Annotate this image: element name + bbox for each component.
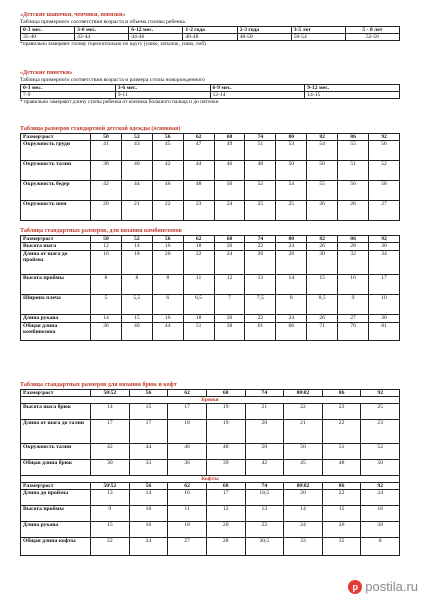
table-row — [21, 490, 400, 506]
value-cell: 51 — [338, 161, 369, 181]
value-cell: 21 — [245, 404, 284, 420]
hats-age-cell: 1-2 года — [183, 27, 237, 34]
value-cell: 33 — [129, 460, 168, 476]
value-cell: 22 — [183, 251, 214, 275]
value-cell: 50 — [361, 460, 400, 476]
value-cell: 12 — [206, 506, 245, 522]
value-cell: 58 — [369, 181, 400, 201]
value-cell: 11 — [183, 275, 214, 295]
header-cell: 74 — [245, 390, 284, 397]
header-cell: 62 — [168, 390, 207, 397]
value-cell: 17 — [369, 275, 400, 295]
value-cell: 30,5 — [245, 538, 284, 556]
value-cell: 28 — [361, 522, 400, 538]
value-cell: 14 — [129, 490, 168, 506]
header-cell: 80\82 — [284, 483, 323, 490]
value-cell: 36 — [168, 460, 207, 476]
value-cell: 13 — [245, 506, 284, 522]
table-row — [21, 243, 400, 251]
value-cell: 18 — [121, 251, 152, 275]
header-cell: 74 — [245, 236, 276, 243]
value-cell: 52 — [361, 444, 400, 460]
value-cell: 30 — [91, 460, 130, 476]
header-cell: 56 — [152, 134, 183, 141]
table-row — [21, 404, 400, 420]
value-cell: 18 — [168, 420, 207, 444]
value-cell: 46 — [168, 444, 207, 460]
value-cell: 48 — [183, 181, 214, 201]
header-cell: 80 — [276, 236, 307, 243]
hats-size-cell: 42-44 — [75, 34, 129, 41]
booties-age-cell: 0-3 мес. — [21, 85, 116, 92]
value-cell: 16 — [91, 251, 122, 275]
header-cell: 62 — [183, 134, 214, 141]
value-cell: 46 — [152, 181, 183, 201]
pants-table — [20, 389, 400, 556]
value-cell: 17 — [129, 420, 168, 444]
value-cell: 24 — [214, 201, 245, 221]
value-cell: 10 — [369, 295, 400, 315]
value-cell: 24 — [276, 315, 307, 323]
value-cell: 5 — [91, 295, 122, 315]
row-label: Длина от шага до проймы — [21, 251, 91, 275]
row-label: Ширина плеча — [21, 295, 91, 315]
value-cell: 9 — [338, 295, 369, 315]
booties-age-row — [21, 85, 400, 92]
value-cell: 76 — [338, 323, 369, 341]
part-title-row — [21, 476, 400, 483]
hats-age-cell: 5 - 8 лет — [345, 27, 399, 34]
hats-table — [20, 26, 400, 41]
value-cell: 12 — [91, 243, 122, 251]
hats-section — [20, 12, 400, 48]
value-cell: 26 — [307, 243, 338, 251]
booties-size-cell: 12-14 — [210, 92, 305, 99]
header-cell: 86 — [322, 390, 361, 397]
value-cell: 18,5 — [245, 490, 284, 506]
value-cell: 16 — [152, 243, 183, 251]
hats-age-row — [21, 27, 400, 34]
table-row — [21, 275, 400, 295]
value-cell: 22 — [322, 490, 361, 506]
hats-size-cell: 48-50 — [237, 34, 291, 41]
header-row — [21, 236, 400, 243]
value-cell: 6 — [152, 295, 183, 315]
booties-section — [20, 70, 400, 106]
row-label: Длина от шага до талии — [21, 420, 91, 444]
header-cell: 92 — [361, 390, 400, 397]
header-cell: 82 — [307, 236, 338, 243]
value-cell: 22 — [245, 243, 276, 251]
value-cell: 56 — [369, 141, 400, 161]
header-cell: 82 — [307, 134, 338, 141]
value-cell: 42 — [152, 161, 183, 181]
value-cell: 8 — [361, 538, 400, 556]
booties-age-cell: 6-9 мес. — [210, 85, 305, 92]
booties-title: «Детские пинетки» — [20, 70, 73, 76]
value-cell: 20 — [214, 315, 245, 323]
table-row — [21, 141, 400, 161]
value-cell: 17 — [91, 420, 130, 444]
row-label: Высота проймы — [21, 506, 91, 522]
booties-subtitle: Таблица примерного соответствия возраста и размера стопы новорожденного — [20, 77, 206, 83]
value-cell: 5,5 — [121, 295, 152, 315]
booties-size-row — [21, 92, 400, 99]
row-label: Высота проймы — [21, 275, 91, 295]
overalls-section — [20, 228, 400, 341]
part-title-row — [21, 397, 400, 404]
watermark — [348, 579, 418, 594]
value-cell: 7 — [214, 295, 245, 315]
value-cell: 8 — [152, 275, 183, 295]
value-cell: 42 — [245, 460, 284, 476]
header-cell: 62 — [168, 483, 207, 490]
value-cell: 38 — [91, 161, 122, 181]
value-cell: 52 — [245, 181, 276, 201]
value-cell: 17 — [168, 404, 207, 420]
pants-title: Таблица стандартных размеров для вязания брюк и кофт — [20, 382, 177, 388]
header-cell: 56 — [129, 390, 168, 397]
row-label: Окружность талии — [21, 444, 91, 460]
value-cell: 22 — [91, 538, 130, 556]
value-cell: 20 — [91, 201, 122, 221]
value-cell: 33 — [284, 538, 323, 556]
header-cell: 68 — [214, 134, 245, 141]
clothes-table — [20, 133, 400, 221]
part-title: Кофты — [21, 476, 400, 483]
table-row — [21, 315, 400, 323]
row-label: Окружность груди — [21, 141, 91, 161]
value-cell: 44 — [152, 323, 183, 341]
value-cell: 23 — [322, 404, 361, 420]
value-cell: 28 — [276, 251, 307, 275]
value-cell: 32 — [338, 251, 369, 275]
value-cell: 30 — [369, 243, 400, 251]
header-cell: 86 — [338, 236, 369, 243]
value-cell: 55 — [307, 181, 338, 201]
value-cell: 18 — [183, 243, 214, 251]
value-cell: 50 — [307, 161, 338, 181]
value-cell: 17 — [206, 490, 245, 506]
value-cell: 44 — [129, 444, 168, 460]
hats-size-cell: 50-54 — [291, 34, 345, 41]
value-cell: 49 — [214, 141, 245, 161]
header-cell: 50\52 — [91, 483, 130, 490]
value-cell: 22 — [284, 404, 323, 420]
value-cell: 15 — [91, 522, 130, 538]
booties-note: * правильно замеряют длину стопы ребенка от кончика большого пальца и до пяточки — [20, 99, 219, 105]
value-cell: 51 — [322, 444, 361, 460]
value-cell: 54 — [307, 141, 338, 161]
row-label: Окружность бедер — [21, 181, 91, 201]
row-label: Высота шага — [21, 243, 91, 251]
header-cell: 68 — [214, 236, 245, 243]
table-row — [21, 420, 400, 444]
value-cell: 46 — [214, 161, 245, 181]
header-cell: 62 — [183, 236, 214, 243]
value-cell: 27 — [168, 538, 207, 556]
header-cell: 50\52 — [91, 390, 130, 397]
value-cell: 23 — [183, 201, 214, 221]
hats-age-cell: 0-3 мес. — [21, 27, 75, 34]
value-cell: 53 — [276, 141, 307, 161]
value-cell: 16 — [152, 315, 183, 323]
value-cell: 30 — [369, 315, 400, 323]
value-cell: 12 — [214, 275, 245, 295]
value-cell: 24 — [129, 538, 168, 556]
table-row — [21, 538, 400, 556]
header-cell: Размер\рост — [21, 236, 91, 243]
header-cell: 50 — [91, 236, 122, 243]
header-row — [21, 390, 400, 397]
header-row — [21, 483, 400, 490]
header-cell: 68 — [206, 483, 245, 490]
value-cell: 20 — [245, 420, 284, 444]
value-cell: 20 — [152, 251, 183, 275]
header-cell: Размер\рост — [21, 390, 91, 397]
overalls-title: Таблица стандартных размеров, для вязания комбинезонов — [20, 228, 182, 234]
value-cell: 19 — [206, 420, 245, 444]
value-cell: 25 — [361, 404, 400, 420]
value-cell: 38 — [214, 323, 245, 341]
value-cell: 28 — [338, 243, 369, 251]
value-cell: 15 — [129, 404, 168, 420]
value-cell: 8 — [121, 275, 152, 295]
booties-size-cell: 7-9 — [21, 92, 116, 99]
value-cell: 56 — [338, 181, 369, 201]
hats-size-cell: 52-56 — [345, 34, 399, 41]
value-cell: 48 — [322, 460, 361, 476]
part-title: Брюки — [21, 397, 400, 404]
header-cell: 86 — [338, 134, 369, 141]
value-cell: 40 — [121, 161, 152, 181]
value-cell: 47 — [183, 141, 214, 161]
value-cell: 18 — [168, 522, 207, 538]
value-cell: 27 — [338, 315, 369, 323]
value-cell: 7,5 — [245, 295, 276, 315]
value-cell: 26 — [307, 201, 338, 221]
value-cell: 13 — [245, 275, 276, 295]
booties-size-cell: 14-15 — [305, 92, 400, 99]
row-label: Общая длина брюк — [21, 460, 91, 476]
header-cell: 52 — [121, 134, 152, 141]
value-cell: 66 — [276, 323, 307, 341]
value-cell: 40 — [121, 323, 152, 341]
value-cell: 22 — [245, 522, 284, 538]
postila-logo-icon: p — [348, 580, 362, 594]
value-cell: 24 — [284, 522, 323, 538]
value-cell: 34 — [369, 251, 400, 275]
value-cell: 22 — [245, 315, 276, 323]
value-cell: 50 — [284, 444, 323, 460]
value-cell: 8 — [91, 275, 122, 295]
value-cell: 9 — [91, 506, 130, 522]
value-cell: 26 — [307, 315, 338, 323]
value-cell: 51 — [245, 141, 276, 161]
value-cell: 16 — [168, 490, 207, 506]
value-cell: 35 — [322, 538, 361, 556]
value-cell: 26 — [245, 251, 276, 275]
value-cell: 61 — [245, 323, 276, 341]
header-cell: 74 — [245, 134, 276, 141]
value-cell: 22 — [322, 420, 361, 444]
table-row — [21, 460, 400, 476]
value-cell: 50 — [245, 444, 284, 460]
value-cell: 8 — [276, 295, 307, 315]
value-cell: 14 — [91, 315, 122, 323]
hats-size-cell: 46-48 — [183, 34, 237, 41]
value-cell: 6,5 — [183, 295, 214, 315]
header-cell: 50 — [91, 134, 122, 141]
value-cell: 21 — [284, 420, 323, 444]
value-cell: 16 — [129, 522, 168, 538]
value-cell: 13 — [91, 490, 130, 506]
value-cell: 20 — [206, 522, 245, 538]
pants-section — [20, 382, 400, 556]
header-cell: 80 — [276, 134, 307, 141]
value-cell: 19 — [206, 404, 245, 420]
value-cell: 44 — [121, 181, 152, 201]
value-cell: 28 — [206, 538, 245, 556]
hats-size-cell: 44-46 — [129, 34, 183, 41]
row-label: Высота шага брюк — [21, 404, 91, 420]
row-label: Длина до проймы — [21, 490, 91, 506]
hats-title: «Детские шапочки, чепчики, повязки» — [20, 12, 126, 18]
table-row — [21, 161, 400, 181]
hats-size-cell: 35-40 — [21, 34, 75, 41]
header-cell: Размер\рост — [21, 134, 91, 141]
value-cell: 50 — [214, 181, 245, 201]
value-cell: 27 — [369, 201, 400, 221]
booties-size-cell: 9-11 — [115, 92, 210, 99]
value-cell: 14 — [121, 243, 152, 251]
value-cell: 48 — [245, 161, 276, 181]
value-cell: 54 — [276, 181, 307, 201]
value-cell: 55 — [338, 141, 369, 161]
value-cell: 16 — [361, 506, 400, 522]
header-cell: 52 — [121, 236, 152, 243]
value-cell: 30 — [307, 251, 338, 275]
value-cell: 71 — [307, 323, 338, 341]
value-cell: 41 — [91, 141, 122, 161]
value-cell: 42 — [91, 444, 130, 460]
value-cell: 43 — [121, 141, 152, 161]
value-cell: 24 — [276, 243, 307, 251]
value-cell: 20 — [284, 490, 323, 506]
value-cell: 22 — [152, 201, 183, 221]
value-cell: 15 — [322, 506, 361, 522]
table-row — [21, 295, 400, 315]
value-cell: 14 — [276, 275, 307, 295]
value-cell: 11 — [168, 506, 207, 522]
overalls-table — [20, 235, 400, 341]
header-row — [21, 134, 400, 141]
header-cell: 74 — [245, 483, 284, 490]
watermark-text: postila.ru — [365, 579, 418, 594]
header-cell: Размер\рост — [21, 483, 91, 490]
value-cell: 44 — [183, 161, 214, 181]
value-cell: 81 — [369, 323, 400, 341]
row-label: Общая длина комбинезона — [21, 323, 91, 341]
value-cell: 14 — [284, 506, 323, 522]
header-cell: 56 — [152, 236, 183, 243]
value-cell: 45 — [152, 141, 183, 161]
value-cell: 45 — [284, 460, 323, 476]
clothes-title: Таблица размеров стандартной детской одежды (основная) — [20, 126, 181, 132]
value-cell: 20 — [214, 243, 245, 251]
booties-table — [20, 84, 400, 99]
value-cell: 39 — [206, 460, 245, 476]
value-cell: 42 — [91, 181, 122, 201]
header-cell: 86 — [322, 483, 361, 490]
row-label: Общая длина кофты — [21, 538, 91, 556]
hats-note: *правильно замеряют голову горизонтально по кругу (ушко, затылок, ушко, лоб) — [20, 41, 206, 47]
header-cell: 92 — [361, 483, 400, 490]
value-cell: 15 — [121, 315, 152, 323]
header-cell: 92 — [369, 236, 400, 243]
hats-age-cell: 6-12 мес. — [129, 27, 183, 34]
value-cell: 18 — [183, 315, 214, 323]
table-row — [21, 444, 400, 460]
value-cell: 23 — [361, 420, 400, 444]
row-label: Длина рукава — [21, 522, 91, 538]
value-cell: 24 — [361, 490, 400, 506]
value-cell: 36 — [91, 323, 122, 341]
value-cell: 16 — [338, 275, 369, 295]
row-label: Окружность талии — [21, 161, 91, 181]
hats-subtitle: Таблица примерного соответствия возраста и объема головы ребенка. — [20, 19, 187, 25]
value-cell: 10 — [129, 506, 168, 522]
value-cell: 26 — [322, 522, 361, 538]
row-label: Окружность шеи — [21, 201, 91, 221]
value-cell: 50 — [276, 161, 307, 181]
hats-size-row — [21, 34, 400, 41]
value-cell: 8,5 — [307, 295, 338, 315]
table-row — [21, 522, 400, 538]
header-cell: 80\82 — [284, 390, 323, 397]
value-cell: 25 — [245, 201, 276, 221]
table-row — [21, 181, 400, 201]
booties-age-cell: 9-12 мес. — [305, 85, 400, 92]
value-cell: 24 — [214, 251, 245, 275]
row-label: Длина рукава — [21, 315, 91, 323]
hats-age-cell: 2-3 года — [237, 27, 291, 34]
value-cell: 14 — [91, 404, 130, 420]
value-cell: 52 — [369, 161, 400, 181]
value-cell: 21 — [121, 201, 152, 221]
value-cell: 26 — [338, 201, 369, 221]
value-cell: 48 — [206, 444, 245, 460]
hats-age-cell: 3-6 мес. — [75, 27, 129, 34]
header-cell: 56 — [129, 483, 168, 490]
table-row — [21, 201, 400, 221]
value-cell: 51 — [183, 323, 214, 341]
hats-age-cell: 3-5 лет — [291, 27, 345, 34]
table-row — [21, 506, 400, 522]
header-cell: 68 — [206, 390, 245, 397]
value-cell: 25 — [276, 201, 307, 221]
header-cell: 92 — [369, 134, 400, 141]
value-cell: 15 — [307, 275, 338, 295]
table-row — [21, 323, 400, 341]
clothes-section — [20, 126, 400, 221]
booties-age-cell: 3-6 мес. — [115, 85, 210, 92]
table-row — [21, 251, 400, 275]
